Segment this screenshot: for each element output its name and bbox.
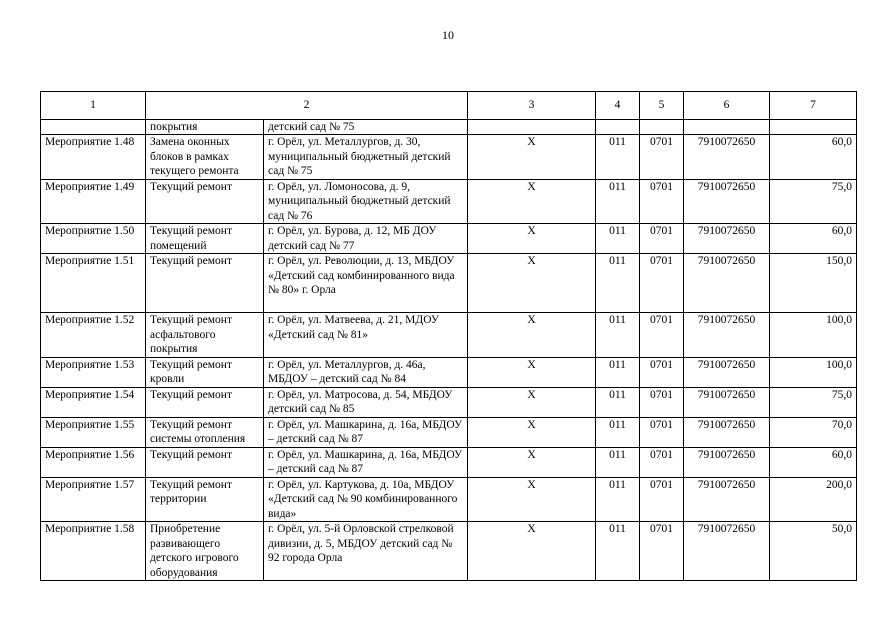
cell-name: Замена оконных блоков в рамках текущего ремонта xyxy=(146,135,264,180)
header-col-1: 1 xyxy=(41,92,146,120)
cell-col6: 7910072650 xyxy=(684,447,770,477)
cell-col6: 7910072650 xyxy=(684,135,770,180)
cell-col7: 70,0 xyxy=(770,417,857,447)
cell-col5: 0701 xyxy=(640,135,684,180)
cell-col6: 7910072650 xyxy=(684,417,770,447)
cell-col5: 0701 xyxy=(640,522,684,581)
cell-col5: 0701 xyxy=(640,224,684,254)
cell-col4: 011 xyxy=(596,179,640,224)
cell-col7: 200,0 xyxy=(770,477,857,522)
cell-col4: 011 xyxy=(596,357,640,387)
cell-col6: 7910072650 xyxy=(684,387,770,417)
cell-col3: Х xyxy=(468,447,596,477)
cell-col3: Х xyxy=(468,254,596,313)
cell-col7: 75,0 xyxy=(770,179,857,224)
measures-table xyxy=(40,91,857,581)
cell-name: Текущий ремонт xyxy=(146,387,264,417)
cell-col4: 011 xyxy=(596,254,640,313)
cell-col6: 7910072650 xyxy=(684,179,770,224)
cell-address: г. Орёл, ул. Матвеева, д. 21, МДОУ «Детский сад № 81» xyxy=(264,313,468,358)
cell-col5 xyxy=(640,120,684,135)
cell-col4: 011 xyxy=(596,387,640,417)
cell-col3: Х xyxy=(468,357,596,387)
cell-col4: 011 xyxy=(596,477,640,522)
cell-col6: 7910072650 xyxy=(684,477,770,522)
cell-address: г. Орёл, ул. Картукова, д. 10а, МБДОУ «Детский сад № 90 комбинированного вида» xyxy=(264,477,468,522)
header-col-2: 2 xyxy=(146,92,468,120)
cell-id xyxy=(41,120,146,135)
cell-name: Текущий ремонт xyxy=(146,179,264,224)
table-row xyxy=(41,357,857,387)
cell-col3: Х xyxy=(468,313,596,358)
cell-col3: Х xyxy=(468,135,596,180)
cell-col6: 7910072650 xyxy=(684,357,770,387)
cell-name: Текущий ремонт кровли xyxy=(146,357,264,387)
cell-address: г. Орёл, ул. Ломоносова, д. 9, муниципальный бюджетный детский сад № 76 xyxy=(264,179,468,224)
cell-id: Мероприятие 1.56 xyxy=(41,447,146,477)
cell-col4: 011 xyxy=(596,313,640,358)
cell-id: Мероприятие 1.57 xyxy=(41,477,146,522)
cell-col7: 60,0 xyxy=(770,135,857,180)
cell-address: г. Орёл, ул. Машкарина, д. 16а, МБДОУ – детский сад № 87 xyxy=(264,417,468,447)
cell-col3: Х xyxy=(468,179,596,224)
cell-col6 xyxy=(684,120,770,135)
table-row xyxy=(41,224,857,254)
cell-col5: 0701 xyxy=(640,357,684,387)
cell-col6: 7910072650 xyxy=(684,254,770,313)
cell-name: Текущий ремонт асфальтового покрытия xyxy=(146,313,264,358)
cell-col5: 0701 xyxy=(640,313,684,358)
cell-id: Мероприятие 1.48 xyxy=(41,135,146,180)
cell-col6: 7910072650 xyxy=(684,313,770,358)
cell-col7: 75,0 xyxy=(770,387,857,417)
cell-address: г. Орёл, ул. 5-й Орловской стрелковой дивизии, д. 5, МБДОУ детский сад № 92 города Орла xyxy=(264,522,468,581)
cell-col4: 011 xyxy=(596,135,640,180)
table-row xyxy=(41,387,857,417)
table-row xyxy=(41,447,857,477)
cell-id: Мероприятие 1.54 xyxy=(41,387,146,417)
cell-col3 xyxy=(468,120,596,135)
cell-id: Мероприятие 1.51 xyxy=(41,254,146,313)
cell-col3: Х xyxy=(468,522,596,581)
cell-name: Текущий ремонт xyxy=(146,447,264,477)
cell-col6: 7910072650 xyxy=(684,224,770,254)
cell-id: Мероприятие 1.55 xyxy=(41,417,146,447)
cell-col3: Х xyxy=(468,417,596,447)
cell-col4: 011 xyxy=(596,417,640,447)
cell-address: г. Орёл, ул. Металлургов, д. 46а, МБДОУ – детский сад № 84 xyxy=(264,357,468,387)
cell-col7 xyxy=(770,120,857,135)
cell-col4 xyxy=(596,120,640,135)
table-row xyxy=(41,522,857,581)
header-col-7: 7 xyxy=(770,92,857,120)
table-row xyxy=(41,254,857,313)
table-row xyxy=(41,135,857,180)
cell-id: Мероприятие 1.58 xyxy=(41,522,146,581)
cell-id: Мероприятие 1.53 xyxy=(41,357,146,387)
cell-col5: 0701 xyxy=(640,254,684,313)
cell-col7: 60,0 xyxy=(770,224,857,254)
cell-col6: 7910072650 xyxy=(684,522,770,581)
continuation-row xyxy=(41,120,857,135)
cell-address: г. Орёл, ул. Металлургов, д. 30, муниципальный бюджетный детский сад № 75 xyxy=(264,135,468,180)
cell-name: Текущий ремонт территории xyxy=(146,477,264,522)
cell-address: г. Орёл, ул. Революции, д. 13, МБДОУ «Детский сад комбинированного вида № 80» г. Орла xyxy=(264,254,468,313)
cell-name: Текущий ремонт помещений xyxy=(146,224,264,254)
cell-address: г. Орёл, ул. Машкарина, д. 16а, МБДОУ – детский сад № 87 xyxy=(264,447,468,477)
cell-col7: 100,0 xyxy=(770,357,857,387)
header-col-4: 4 xyxy=(596,92,640,120)
cell-col5: 0701 xyxy=(640,477,684,522)
cell-name: Текущий ремонт xyxy=(146,254,264,313)
cell-address: г. Орёл, ул. Бурова, д. 12, МБ ДОУ детский сад № 77 xyxy=(264,224,468,254)
cell-col5: 0701 xyxy=(640,387,684,417)
header-col-3: 3 xyxy=(468,92,596,120)
cell-col5: 0701 xyxy=(640,417,684,447)
cell-col5: 0701 xyxy=(640,447,684,477)
cell-col3: Х xyxy=(468,477,596,522)
cell-col3: Х xyxy=(468,224,596,254)
cell-address: г. Орёл, ул. Матросова, д. 54, МБДОУ детский сад № 85 xyxy=(264,387,468,417)
cell-col4: 011 xyxy=(596,522,640,581)
header-col-5: 5 xyxy=(640,92,684,120)
cell-col4: 011 xyxy=(596,224,640,254)
cell-col4: 011 xyxy=(596,447,640,477)
cell-name: Приобретение развивающего детского игрового оборудования xyxy=(146,522,264,581)
header-col-6: 6 xyxy=(684,92,770,120)
table-row xyxy=(41,179,857,224)
page-number: 10 xyxy=(442,28,454,42)
cell-name: Текущий ремонт системы отопления xyxy=(146,417,264,447)
cell-name: покрытия xyxy=(146,120,264,135)
header-row xyxy=(41,92,857,120)
table-row xyxy=(41,313,857,358)
table-row xyxy=(41,477,857,522)
cell-col7: 100,0 xyxy=(770,313,857,358)
cell-col3: Х xyxy=(468,387,596,417)
table-row xyxy=(41,417,857,447)
cell-col7: 50,0 xyxy=(770,522,857,581)
cell-id: Мероприятие 1.49 xyxy=(41,179,146,224)
cell-col7: 150,0 xyxy=(770,254,857,313)
cell-col5: 0701 xyxy=(640,179,684,224)
cell-address: детский сад № 75 xyxy=(264,120,468,135)
cell-col7: 60,0 xyxy=(770,447,857,477)
cell-id: Мероприятие 1.52 xyxy=(41,313,146,358)
cell-id: Мероприятие 1.50 xyxy=(41,224,146,254)
